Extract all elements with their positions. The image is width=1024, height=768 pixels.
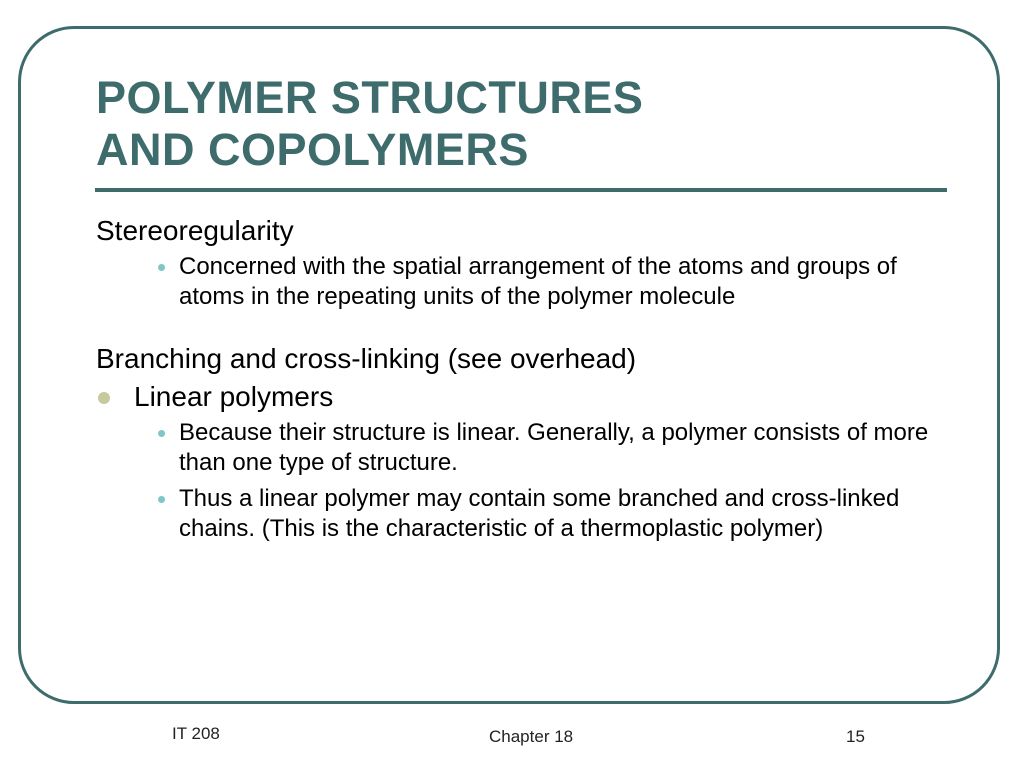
slide-title-line-1: POLYMER STRUCTURES xyxy=(96,72,644,123)
slide-title xyxy=(96,72,643,176)
bullet-circle-icon xyxy=(98,392,110,404)
title-underline xyxy=(95,188,947,192)
section-heading-branching: Branching and cross-linking (see overhead) xyxy=(96,343,637,374)
bullet-text: Because their structure is linear. Generally, a polymer consists of more than one type of structure. xyxy=(179,419,929,476)
slide-title-line-2: AND COPOLYMERS xyxy=(96,124,529,175)
slide-body xyxy=(96,212,956,550)
section-heading-stereoregularity: Stereoregularity xyxy=(96,215,294,246)
footer-course-code: IT 208 xyxy=(172,724,220,743)
bullet-item xyxy=(96,418,956,478)
bullet-dot-icon: • xyxy=(157,418,167,448)
subheading-text: Linear polymers xyxy=(134,381,334,412)
spacer xyxy=(96,318,956,340)
bullet-dot-icon: • xyxy=(157,252,167,282)
footer-chapter: Chapter 18 xyxy=(489,727,574,746)
subheading-item xyxy=(96,378,956,416)
bullet-text: Thus a linear polymer may contain some branched and cross-linked chains. (This is the characteristic of a thermoplastic polymer) xyxy=(179,485,900,542)
footer-page-number: 15 xyxy=(846,727,865,746)
bullet-dot-icon: • xyxy=(157,484,167,514)
bullet-text: Concerned with the spatial arrangement of the atoms and groups of atoms in the repeating units of the polymer molecule xyxy=(179,253,897,310)
bullet-item xyxy=(96,484,956,544)
bullet-item xyxy=(96,252,956,312)
